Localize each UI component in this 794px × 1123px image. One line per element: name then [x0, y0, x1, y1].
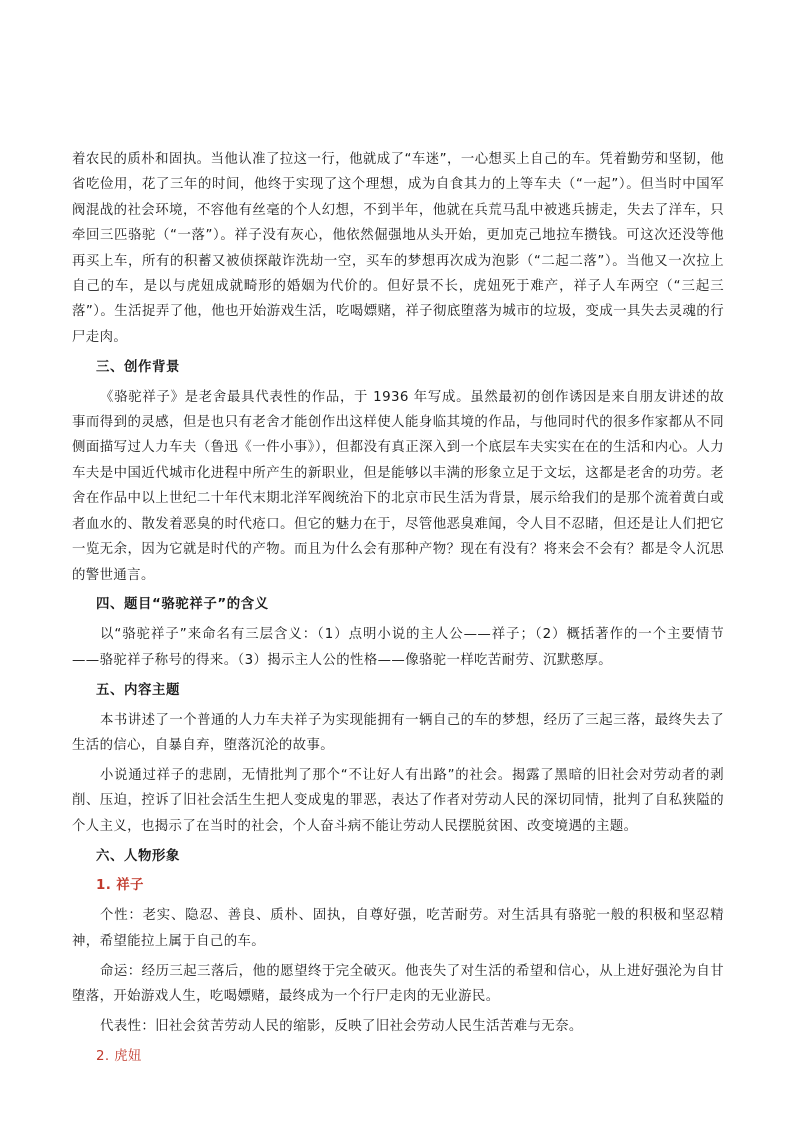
character-title-huniu: 2. 虎妞 [96, 1048, 142, 1064]
document-page [72, 147, 724, 1069]
section-heading-theme: 五、内容主题 [96, 682, 180, 698]
section-body-background: 《骆驼祥子》是老舍最具代表性的作品，于 1936 年写成。虽然最初的创作诱因是来自朋友讲述的故事而得到的灵感，但是也只有老舍才能创作出这样使人能身临其境的作品，与他同时代的很多作家都从不同侧面描写过人力车夫（鲁迅《一件小事》），但都没有真正深入到一个底层车夫实实在在的生活和内心。人力车夫是中国近代城市化进程中所产生的新职业，但是能够以丰满的形象立足于文坛，这都是老舍的功劳。老舍在作品中以上世纪二十年代末期北洋军阀统治下的北京市民生活为背景，展示给我们的是那个流着黄白或者血水的、散发着恶臭的时代疮口。但它的魅力在于，尽管他恶臭难闻，令人目不忍睹，但还是让人们把它一览无余，因为它就是时代的产物。而且为什么会有那种产物？现在有没有？将来会不会有？都是令人沉思的警世通言。 [72, 389, 724, 583]
section-body-theme-2: 小说通过祥子的悲剧，无情批判了那个“不让好人有出路”的社会。揭露了黑暗的旧社会对劳动者的剥削、压迫，控诉了旧社会活生生把人变成鬼的罪恶，表达了作者对劳动人民的深切同情，批判了自私狭隘的个人主义，也揭示了在当时的社会，个人奋斗病不能让劳动人民摆脱贫困、改变境遇的主题。 [72, 767, 724, 834]
intro-paragraph: 着农民的质朴和固执。当他认准了拉这一行，他就成了“车迷”，一心想买上自己的车。凭着勤劳和坚韧，他省吃俭用，花了三年的时间，他终于实现了这个理想，成为自食其力的上等车夫（“一起”）。但当时中国军阀混战的社会环境，不容他有丝毫的个人幻想，不到半年，他就在兵荒马乱中被逃兵掳走，失去了洋车，只牵回三匹骆驼（“一落”）。祥子没有灰心，他依然倔强地从头开始，更加克己地拉车攒钱。可这次还没等他再买上车，所有的积蓄又被侦探敲诈洗劫一空，买车的梦想再次成为泡影（“二起二落”）。当他又一次拉上自己的车，是以与虎妞成就畸形的婚姻为代价的。但好景不长，虎妞死于难产，祥子人车两空（“三起三落”）。生活捉弄了他，他也开始游戏生活，吃喝嫖赌，祥子彻底堕落为城市的垃圾，变成一具失去灵魂的行尸走肉。 [72, 152, 724, 345]
section-body-theme-1: 本书讲述了一个普通的人力车夫祥子为实现能拥有一辆自己的车的梦想，经历了三起三落，最终失去了生活的信心，自暴自弃，堕落沉沦的故事。 [72, 712, 724, 753]
section-heading-background: 三、创作背景 [96, 359, 180, 375]
character-personality: 个性：老实、隐忍、善良、质朴、固执，自尊好强，吃苦耐劳。对生活具有骆驼一般的积极和坚忍精神，希望能拉上属于自己的车。 [72, 908, 724, 949]
character-title-xiangzi: 1. 祥子 [96, 878, 144, 894]
section-heading-title-meaning: 四、题目“骆驼祥子”的含义 [96, 597, 269, 613]
section-heading-characters: 六、人物形象 [96, 848, 180, 864]
character-fate: 命运：经历三起三落后，他的愿望终于完全破灭。他丧失了对生活的希望和信心，从上进好强沦为自甘堕落，开始游戏人生，吃喝嫖赌，最终成为一个行尸走肉的无业游民。 [72, 963, 724, 1005]
character-representative: 代表性：旧社会贫苦劳动人民的缩影，反映了旧社会劳动人民生活苦难与无奈。 [100, 1019, 583, 1034]
section-body-title-meaning: 以“骆驼祥子”来命名有三层含义：（1）点明小说的主人公——祥子；（2）概括著作的一个主要情节——骆驼祥子称号的得来。（3）揭示主人公的性格——像骆驼一样吃苦耐劳、沉默憨厚。 [72, 627, 724, 668]
